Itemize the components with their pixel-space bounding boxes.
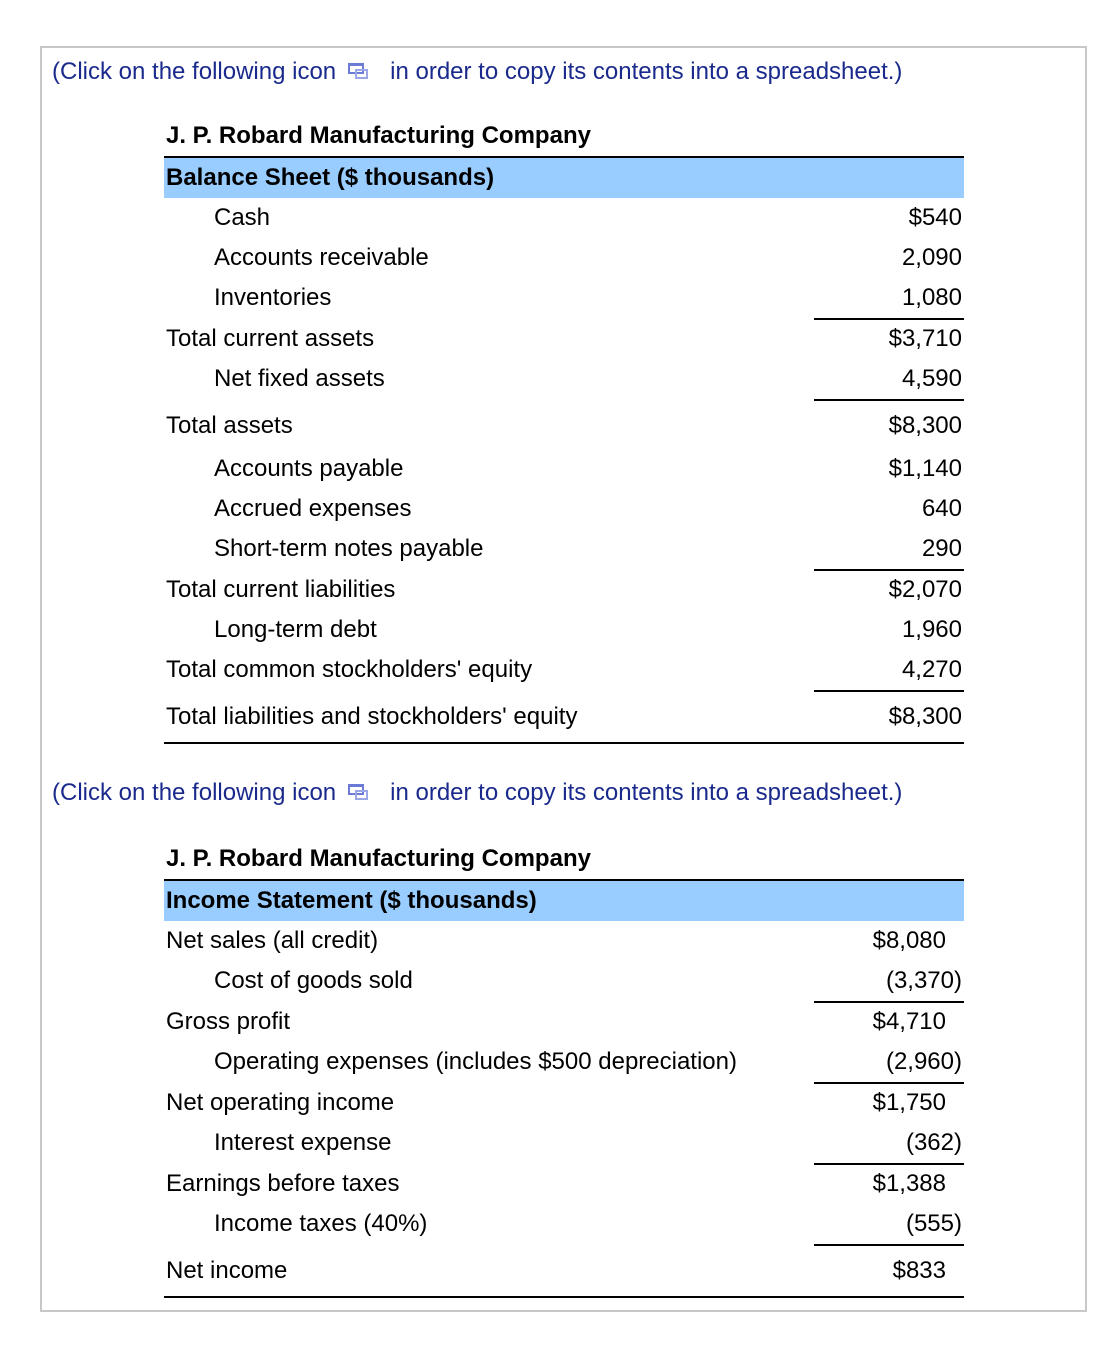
row-label: Earnings before taxes — [166, 1170, 400, 1197]
table-row — [164, 1042, 964, 1083]
table-row — [164, 1083, 964, 1123]
row-value: 4,270 — [901, 656, 962, 683]
row-label: Short-term notes payable — [214, 535, 484, 562]
row-label: Total current assets — [166, 325, 375, 352]
row-label: Cash — [214, 204, 271, 231]
table-row — [164, 359, 964, 403]
table-row — [164, 610, 964, 650]
row-label: Total current liabilities — [166, 576, 396, 603]
table-row — [164, 961, 964, 1002]
subtotal-rule — [814, 1244, 964, 1246]
row-value: $540 — [908, 204, 962, 231]
row-value: (555) — [905, 1210, 962, 1237]
row-label: Total assets — [166, 412, 293, 439]
row-value: $8,080 — [872, 927, 946, 954]
copy-instruction-2 — [52, 779, 902, 807]
income-statement-title: Income Statement ($ thousands) — [164, 881, 964, 921]
row-value: $3,710 — [888, 325, 962, 352]
balance-sheet-table — [164, 116, 964, 744]
row-label: Long-term debt — [214, 616, 377, 643]
row-value: $8,300 — [888, 703, 962, 730]
row-label: Interest expense — [214, 1129, 392, 1156]
row-value: 4,590 — [901, 365, 962, 392]
row-value: 2,090 — [901, 244, 962, 271]
company-name: J. P. Robard Manufacturing Company — [164, 839, 964, 881]
copy-instruction-1 — [52, 58, 902, 86]
row-value: $1,388 — [872, 1170, 946, 1197]
copy-to-spreadsheet-icon[interactable] — [348, 63, 374, 81]
table-row — [164, 921, 964, 961]
table-row — [164, 198, 964, 238]
table-row — [164, 449, 964, 489]
row-value: 1,960 — [901, 616, 962, 643]
row-value: $833 — [892, 1257, 946, 1284]
row-label: Accrued expenses — [214, 495, 412, 522]
instruction-text-after: in order to copy its contents into a spreadsheet.) — [390, 779, 903, 806]
row-value: $1,140 — [888, 455, 962, 482]
row-value: 640 — [921, 495, 962, 522]
table-row — [164, 1204, 964, 1248]
row-label: Gross profit — [166, 1008, 291, 1035]
table-row — [164, 1164, 964, 1204]
row-value: 1,080 — [901, 284, 962, 311]
table-row — [164, 1002, 964, 1042]
row-label: Income taxes (40%) — [214, 1210, 428, 1237]
table-row — [164, 1123, 964, 1164]
balance-sheet-title: Balance Sheet ($ thousands) — [164, 158, 964, 198]
table-row — [164, 489, 964, 529]
row-label: Net sales (all credit) — [166, 927, 379, 954]
row-value: $8,300 — [888, 412, 962, 439]
subtotal-rule — [814, 690, 964, 692]
table-row — [164, 319, 964, 359]
row-value: $2,070 — [888, 576, 962, 603]
row-label: Total common stockholders' equity — [166, 656, 533, 683]
table-row — [164, 278, 964, 319]
table-row — [164, 1248, 964, 1298]
row-label: Inventories — [214, 284, 332, 311]
row-value: $4,710 — [872, 1008, 946, 1035]
table-row — [164, 570, 964, 610]
table-row — [164, 238, 964, 278]
company-name: J. P. Robard Manufacturing Company — [164, 116, 964, 158]
row-value: $1,750 — [872, 1089, 946, 1116]
row-label: Net operating income — [166, 1089, 395, 1116]
total-rule — [164, 742, 964, 744]
row-label: Net income — [166, 1257, 288, 1284]
instruction-text-after: in order to copy its contents into a spreadsheet.) — [390, 58, 903, 85]
row-value: (2,960) — [885, 1048, 962, 1075]
table-row — [164, 694, 964, 744]
row-label: Accounts payable — [214, 455, 404, 482]
row-label: Cost of goods sold — [214, 967, 413, 994]
instruction-text-before: (Click on the following icon — [52, 58, 337, 85]
table-row — [164, 650, 964, 694]
row-value: (362) — [905, 1129, 962, 1156]
copy-to-spreadsheet-icon[interactable] — [348, 784, 374, 802]
total-rule — [164, 1296, 964, 1298]
row-label: Total liabilities and stockholders' equity — [166, 703, 578, 730]
table-row — [164, 403, 964, 449]
table-row — [164, 529, 964, 570]
subtotal-rule — [814, 399, 964, 401]
row-label: Accounts receivable — [214, 244, 429, 271]
row-value: 290 — [921, 535, 962, 562]
income-statement-table — [164, 839, 964, 1298]
row-value: (3,370) — [885, 967, 962, 994]
row-label: Net fixed assets — [214, 365, 385, 392]
row-label: Operating expenses (includes $500 depreciation) — [214, 1048, 737, 1075]
instruction-text-before: (Click on the following icon — [52, 779, 337, 806]
